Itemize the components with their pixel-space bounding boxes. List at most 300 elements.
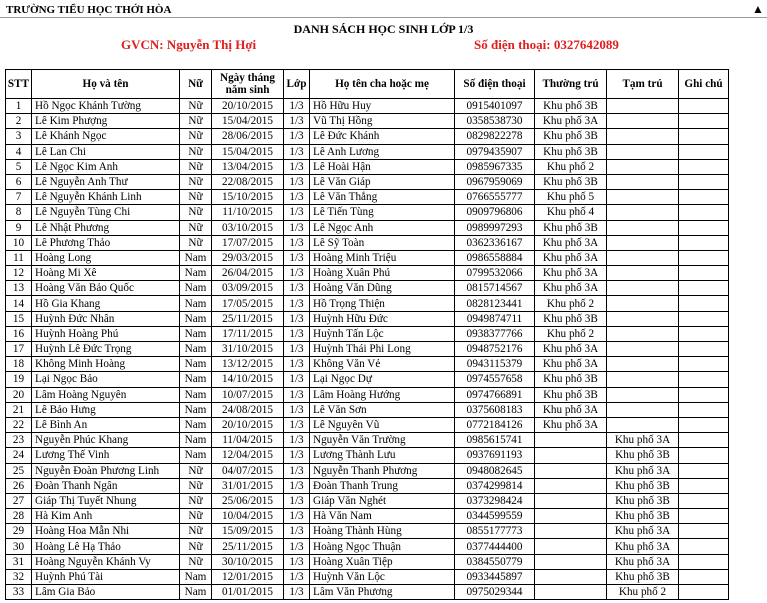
col-phone-cell[interactable]: 0374299814 <box>455 478 535 493</box>
col-parent-name-cell[interactable]: Không Văn Vẻ <box>310 357 455 372</box>
col-parent-name-cell[interactable]: Huỳnh Hữu Đức <box>310 311 455 326</box>
col-temporary-address-cell[interactable] <box>607 235 679 250</box>
col-full-name-cell[interactable]: Hoàng Hoa Mẫn Nhi <box>32 524 180 539</box>
col-class-cell[interactable]: 1/3 <box>284 144 310 159</box>
col-phone-cell[interactable]: 0828123441 <box>455 296 535 311</box>
col-parent-name-cell[interactable]: Huỳnh Thái Phi Long <box>310 342 455 357</box>
col-parent-name-cell[interactable]: Lê Ngọc Anh <box>310 220 455 235</box>
col-temporary-address-cell[interactable]: Khu phố 3B <box>607 448 679 463</box>
col-phone-cell[interactable]: 0985967335 <box>455 159 535 174</box>
col-parent-name-cell[interactable]: Đoàn Thanh Trung <box>310 478 455 493</box>
table-row[interactable] <box>6 205 729 220</box>
col-birth-date-cell[interactable]: 25/06/2015 <box>212 493 284 508</box>
col-notes-cell[interactable] <box>679 342 729 357</box>
table-row[interactable] <box>6 281 729 296</box>
col-class-cell[interactable]: 1/3 <box>284 190 310 205</box>
col-permanent-address-cell[interactable] <box>535 539 607 554</box>
table-row[interactable] <box>6 357 729 372</box>
col-class-cell[interactable]: 1/3 <box>284 478 310 493</box>
col-permanent-address-cell[interactable] <box>535 478 607 493</box>
col-permanent-address-cell[interactable]: Khu phố 3A <box>535 417 607 432</box>
col-temporary-address-cell[interactable]: Khu phố 3B <box>607 493 679 508</box>
col-temporary-address-cell[interactable]: Khu phố 3B <box>607 569 679 584</box>
col-stt-cell[interactable]: 22 <box>6 417 32 432</box>
col-birth-date-cell[interactable]: 03/10/2015 <box>212 220 284 235</box>
col-full-name-cell[interactable]: Lê Lan Chi <box>32 144 180 159</box>
col-phone-cell[interactable]: 0799532066 <box>455 266 535 281</box>
col-full-name-cell[interactable]: Lâm Hoàng Nguyên <box>32 387 180 402</box>
col-parent-name-cell[interactable]: Hoàng Thành Hùng <box>310 524 455 539</box>
col-permanent-address-cell[interactable]: Khu phố 3A <box>535 357 607 372</box>
col-permanent-address-cell[interactable] <box>535 463 607 478</box>
col-class-cell[interactable]: 1/3 <box>284 509 310 524</box>
table-row[interactable] <box>6 569 729 584</box>
table-row[interactable] <box>6 159 729 174</box>
col-birth-date-cell[interactable]: 10/07/2015 <box>212 387 284 402</box>
col-phone-cell[interactable]: 0948752176 <box>455 342 535 357</box>
col-class-cell[interactable]: 1/3 <box>284 357 310 372</box>
col-class-cell[interactable]: 1/3 <box>284 311 310 326</box>
table-row[interactable] <box>6 524 729 539</box>
col-class-cell[interactable]: 1/3 <box>284 569 310 584</box>
col-parent-name-cell[interactable]: Hồ Hữu Huy <box>310 99 455 114</box>
col-parent-name-cell[interactable]: Hoàng Xuân Tiệp <box>310 554 455 569</box>
col-parent-name-cell[interactable]: Lê Hoài Hận <box>310 159 455 174</box>
col-birth-date-cell[interactable]: 17/11/2015 <box>212 326 284 341</box>
col-stt-cell[interactable]: 11 <box>6 250 32 265</box>
col-class-cell[interactable]: 1/3 <box>284 402 310 417</box>
col-temporary-address-cell[interactable] <box>607 190 679 205</box>
col-stt-cell[interactable]: 16 <box>6 326 32 341</box>
col-full-name-cell[interactable]: Hà Kim Anh <box>32 509 180 524</box>
table-row[interactable] <box>6 402 729 417</box>
col-female-cell[interactable]: Nam <box>180 311 212 326</box>
col-phone-cell[interactable]: 0855177773 <box>455 524 535 539</box>
col-full-name-cell[interactable]: Lâm Gia Bảo <box>32 585 180 600</box>
col-class-cell[interactable]: 1/3 <box>284 99 310 114</box>
col-temporary-address-cell[interactable] <box>607 266 679 281</box>
col-permanent-address-cell[interactable]: Khu phố 5 <box>535 190 607 205</box>
col-temporary-address-cell[interactable] <box>607 387 679 402</box>
col-stt-cell[interactable]: 18 <box>6 357 32 372</box>
col-full-name-cell[interactable]: Nguyễn Đoàn Phương Linh <box>32 463 180 478</box>
col-permanent-address-cell[interactable] <box>535 448 607 463</box>
col-temporary-address-cell[interactable] <box>607 326 679 341</box>
col-notes-cell[interactable] <box>679 357 729 372</box>
col-full-name-cell[interactable]: Nguyễn Phúc Khang <box>32 433 180 448</box>
col-notes-cell[interactable] <box>679 311 729 326</box>
col-full-name-cell[interactable]: Hoàng Nguyễn Khánh Vy <box>32 554 180 569</box>
col-full-name-cell[interactable]: Lương Thế Vinh <box>32 448 180 463</box>
col-birth-date-cell[interactable]: 17/07/2015 <box>212 235 284 250</box>
table-row[interactable] <box>6 144 729 159</box>
col-temporary-address-cell[interactable]: Khu phố 3B <box>607 509 679 524</box>
col-stt-cell[interactable]: 15 <box>6 311 32 326</box>
table-row[interactable] <box>6 585 729 600</box>
col-permanent-address-cell[interactable]: Khu phố 3A <box>535 342 607 357</box>
col-birth-date-cell[interactable]: 20/10/2015 <box>212 99 284 114</box>
col-phone-cell[interactable]: 0949874711 <box>455 311 535 326</box>
col-permanent-address-cell[interactable]: Khu phố 3A <box>535 266 607 281</box>
col-female-cell[interactable]: Nam <box>180 326 212 341</box>
col-birth-date-cell[interactable]: 10/04/2015 <box>212 509 284 524</box>
col-female-cell[interactable]: Nữ <box>180 478 212 493</box>
col-permanent-address-cell[interactable]: Khu phố 2 <box>535 159 607 174</box>
col-notes-cell[interactable] <box>679 159 729 174</box>
col-notes-cell[interactable] <box>679 205 729 220</box>
col-parent-name-cell[interactable]: Vũ Thị Hồng <box>310 114 455 129</box>
table-row[interactable] <box>6 129 729 144</box>
col-female-cell[interactable]: Nam <box>180 372 212 387</box>
col-temporary-address-cell[interactable] <box>607 99 679 114</box>
col-full-name-cell[interactable]: Đoàn Thanh Ngân <box>32 478 180 493</box>
col-phone-cell[interactable]: 0974557658 <box>455 372 535 387</box>
col-notes-cell[interactable] <box>679 478 729 493</box>
col-phone-cell[interactable]: 0375608183 <box>455 402 535 417</box>
col-stt-cell[interactable]: 27 <box>6 493 32 508</box>
col-full-name-cell[interactable]: Lê Khánh Ngọc <box>32 129 180 144</box>
col-female-cell[interactable]: Nữ <box>180 114 212 129</box>
col-birth-date-cell[interactable]: 15/04/2015 <box>212 114 284 129</box>
col-birth-date-cell[interactable]: 28/06/2015 <box>212 129 284 144</box>
col-female-cell[interactable]: Nam <box>180 448 212 463</box>
col-temporary-address-cell[interactable]: Khu phố 3A <box>607 524 679 539</box>
col-full-name-cell[interactable]: Lê Nguyễn Tùng Chi <box>32 205 180 220</box>
col-female-cell[interactable]: Nữ <box>180 554 212 569</box>
col-stt-cell[interactable]: 24 <box>6 448 32 463</box>
col-birth-date-cell[interactable]: 17/05/2015 <box>212 296 284 311</box>
table-row[interactable] <box>6 296 729 311</box>
col-female-cell[interactable]: Nam <box>180 433 212 448</box>
col-temporary-address-cell[interactable] <box>607 129 679 144</box>
col-notes-cell[interactable] <box>679 174 729 189</box>
col-stt-cell[interactable]: 21 <box>6 402 32 417</box>
col-female-cell[interactable]: Nam <box>180 266 212 281</box>
col-stt-cell[interactable]: 19 <box>6 372 32 387</box>
col-female-cell[interactable]: Nam <box>180 250 212 265</box>
col-stt-cell[interactable]: 3 <box>6 129 32 144</box>
col-class-cell[interactable]: 1/3 <box>284 250 310 265</box>
col-stt-cell[interactable]: 8 <box>6 205 32 220</box>
col-female-cell[interactable]: Nữ <box>180 235 212 250</box>
col-full-name-cell[interactable]: Lê Nguyễn Khánh Linh <box>32 190 180 205</box>
col-notes-cell[interactable] <box>679 220 729 235</box>
table-row[interactable] <box>6 311 729 326</box>
col-parent-name-cell[interactable]: Lê Văn Giáp <box>310 174 455 189</box>
col-parent-name-cell[interactable]: Hà Văn Nam <box>310 509 455 524</box>
col-phone-cell[interactable]: 0974766891 <box>455 387 535 402</box>
col-stt-cell[interactable]: 17 <box>6 342 32 357</box>
col-temporary-address-cell[interactable]: Khu phố 2 <box>607 585 679 600</box>
col-permanent-address-cell[interactable]: Khu phố 3A <box>535 281 607 296</box>
col-notes-cell[interactable] <box>679 250 729 265</box>
table-row[interactable] <box>6 372 729 387</box>
col-full-name-cell[interactable]: Lê Nguyễn Anh Thư <box>32 174 180 189</box>
col-female-cell[interactable]: Nữ <box>180 509 212 524</box>
col-full-name-cell[interactable]: Giáp Thị Tuyết Nhung <box>32 493 180 508</box>
col-female-cell[interactable]: Nữ <box>180 99 212 114</box>
col-class-cell[interactable]: 1/3 <box>284 235 310 250</box>
col-birth-date-cell[interactable]: 25/11/2015 <box>212 311 284 326</box>
col-full-name-cell[interactable]: Hồ Ngọc Khánh Tường <box>32 99 180 114</box>
col-birth-date-cell[interactable]: 22/08/2015 <box>212 174 284 189</box>
col-full-name-cell[interactable]: Huỳnh Phú Tài <box>32 569 180 584</box>
col-permanent-address-cell[interactable] <box>535 433 607 448</box>
table-row[interactable] <box>6 509 729 524</box>
col-female-cell[interactable]: Nam <box>180 342 212 357</box>
col-phone-cell[interactable]: 0933445897 <box>455 569 535 584</box>
col-female-cell[interactable]: Nữ <box>180 190 212 205</box>
table-row[interactable] <box>6 463 729 478</box>
col-stt-cell[interactable]: 12 <box>6 266 32 281</box>
col-phone-cell[interactable]: 0344599559 <box>455 509 535 524</box>
col-birth-date-cell[interactable]: 31/01/2015 <box>212 478 284 493</box>
col-permanent-address-cell[interactable]: Khu phố 3B <box>535 174 607 189</box>
col-female-cell[interactable]: Nữ <box>180 205 212 220</box>
col-permanent-address-cell[interactable] <box>535 585 607 600</box>
col-permanent-address-cell[interactable]: Khu phố 3B <box>535 220 607 235</box>
col-female-cell[interactable]: Nam <box>180 296 212 311</box>
col-full-name-cell[interactable]: Lê Bình An <box>32 417 180 432</box>
col-birth-date-cell[interactable]: 15/04/2015 <box>212 144 284 159</box>
table-row[interactable] <box>6 433 729 448</box>
table-row[interactable] <box>6 190 729 205</box>
col-parent-name-cell[interactable]: Huỳnh Văn Lộc <box>310 569 455 584</box>
col-class-cell[interactable]: 1/3 <box>284 463 310 478</box>
col-notes-cell[interactable] <box>679 144 729 159</box>
col-birth-date-cell[interactable]: 30/10/2015 <box>212 554 284 569</box>
col-phone-cell[interactable]: 0943115379 <box>455 357 535 372</box>
col-parent-name-cell[interactable]: Nguyễn Văn Trường <box>310 433 455 448</box>
col-parent-name-cell[interactable]: Nguyễn Thanh Phương <box>310 463 455 478</box>
col-female-cell[interactable]: Nữ <box>180 493 212 508</box>
col-stt-cell[interactable]: 2 <box>6 114 32 129</box>
col-stt-cell[interactable]: 28 <box>6 509 32 524</box>
col-permanent-address-cell[interactable]: Khu phố 2 <box>535 296 607 311</box>
col-stt-cell[interactable]: 31 <box>6 554 32 569</box>
col-class-cell[interactable]: 1/3 <box>284 326 310 341</box>
col-full-name-cell[interactable]: Hoàng Mi Xê <box>32 266 180 281</box>
col-temporary-address-cell[interactable]: Khu phố 3B <box>607 478 679 493</box>
col-permanent-address-cell[interactable]: Khu phố 4 <box>535 205 607 220</box>
col-birth-date-cell[interactable]: 12/04/2015 <box>212 448 284 463</box>
col-full-name-cell[interactable]: Không Minh Hoàng <box>32 357 180 372</box>
col-permanent-address-cell[interactable]: Khu phố 3B <box>535 311 607 326</box>
col-class-cell[interactable]: 1/3 <box>284 585 310 600</box>
col-class-cell[interactable]: 1/3 <box>284 524 310 539</box>
col-temporary-address-cell[interactable] <box>607 205 679 220</box>
col-permanent-address-cell[interactable]: Khu phố 3B <box>535 387 607 402</box>
col-phone-cell[interactable]: 0377444400 <box>455 539 535 554</box>
col-parent-name-cell[interactable]: Lê Văn Sơn <box>310 402 455 417</box>
col-permanent-address-cell[interactable]: Khu phố 3A <box>535 250 607 265</box>
col-temporary-address-cell[interactable] <box>607 296 679 311</box>
col-permanent-address-cell[interactable] <box>535 493 607 508</box>
col-parent-name-cell[interactable]: Hoàng Văn Dũng <box>310 281 455 296</box>
table-row[interactable] <box>6 342 729 357</box>
col-notes-cell[interactable] <box>679 114 729 129</box>
col-parent-name-cell[interactable]: Hoàng Xuân Phú <box>310 266 455 281</box>
col-female-cell[interactable]: Nam <box>180 417 212 432</box>
col-stt-cell[interactable]: 7 <box>6 190 32 205</box>
col-female-cell[interactable]: Nữ <box>180 220 212 235</box>
col-class-cell[interactable]: 1/3 <box>284 174 310 189</box>
col-class-cell[interactable]: 1/3 <box>284 159 310 174</box>
col-full-name-cell[interactable]: Lê Nhật Phương <box>32 220 180 235</box>
col-notes-cell[interactable] <box>679 387 729 402</box>
table-row[interactable] <box>6 250 729 265</box>
col-female-cell[interactable]: Nữ <box>180 524 212 539</box>
col-parent-name-cell[interactable]: Giáp Văn Nghét <box>310 493 455 508</box>
col-female-cell[interactable]: Nam <box>180 402 212 417</box>
col-phone-cell[interactable]: 0989997293 <box>455 220 535 235</box>
col-class-cell[interactable]: 1/3 <box>284 296 310 311</box>
col-permanent-address-cell[interactable]: Khu phố 3B <box>535 129 607 144</box>
col-birth-date-cell[interactable]: 13/12/2015 <box>212 357 284 372</box>
table-row[interactable] <box>6 326 729 341</box>
col-female-cell[interactable]: Nam <box>180 387 212 402</box>
col-parent-name-cell[interactable]: Hoàng Ngọc Thuận <box>310 539 455 554</box>
col-temporary-address-cell[interactable]: Khu phố 3A <box>607 554 679 569</box>
col-class-cell[interactable]: 1/3 <box>284 493 310 508</box>
col-notes-cell[interactable] <box>679 585 729 600</box>
col-temporary-address-cell[interactable] <box>607 357 679 372</box>
table-row[interactable] <box>6 478 729 493</box>
col-birth-date-cell[interactable]: 03/09/2015 <box>212 281 284 296</box>
col-parent-name-cell[interactable]: Huỳnh Tấn Lộc <box>310 326 455 341</box>
col-phone-cell[interactable]: 0986558884 <box>455 250 535 265</box>
col-permanent-address-cell[interactable]: Khu phố 3B <box>535 144 607 159</box>
col-stt-cell[interactable]: 23 <box>6 433 32 448</box>
col-female-cell[interactable]: Nữ <box>180 174 212 189</box>
col-stt-cell[interactable]: 9 <box>6 220 32 235</box>
table-row[interactable] <box>6 493 729 508</box>
col-class-cell[interactable]: 1/3 <box>284 448 310 463</box>
col-parent-name-cell[interactable]: Lê Sỹ Toàn <box>310 235 455 250</box>
col-notes-cell[interactable] <box>679 433 729 448</box>
col-phone-cell[interactable]: 0829822278 <box>455 129 535 144</box>
col-permanent-address-cell[interactable] <box>535 509 607 524</box>
col-parent-name-cell[interactable]: Lại Ngọc Dự <box>310 372 455 387</box>
col-female-cell[interactable]: Nữ <box>180 463 212 478</box>
col-parent-name-cell[interactable]: Lâm Văn Phương <box>310 585 455 600</box>
col-stt-cell[interactable]: 25 <box>6 463 32 478</box>
col-phone-cell[interactable]: 0384550779 <box>455 554 535 569</box>
col-notes-cell[interactable] <box>679 129 729 144</box>
col-birth-date-cell[interactable]: 20/10/2015 <box>212 417 284 432</box>
col-stt-cell[interactable]: 29 <box>6 524 32 539</box>
col-notes-cell[interactable] <box>679 493 729 508</box>
col-birth-date-cell[interactable]: 11/10/2015 <box>212 205 284 220</box>
col-phone-cell[interactable]: 0909796806 <box>455 205 535 220</box>
col-permanent-address-cell[interactable]: Khu phố 3A <box>535 235 607 250</box>
col-temporary-address-cell[interactable] <box>607 281 679 296</box>
col-notes-cell[interactable] <box>679 296 729 311</box>
col-permanent-address-cell[interactable]: Khu phố 3B <box>535 99 607 114</box>
col-notes-cell[interactable] <box>679 190 729 205</box>
table-row[interactable] <box>6 99 729 114</box>
table-row[interactable] <box>6 387 729 402</box>
col-full-name-cell[interactable]: Lê Bảo Hưng <box>32 402 180 417</box>
col-notes-cell[interactable] <box>679 463 729 478</box>
col-notes-cell[interactable] <box>679 266 729 281</box>
col-notes-cell[interactable] <box>679 539 729 554</box>
col-birth-date-cell[interactable]: 25/11/2015 <box>212 539 284 554</box>
col-parent-name-cell[interactable]: Lâm Hoàng Hướng <box>310 387 455 402</box>
col-full-name-cell[interactable]: Hồ Gia Khang <box>32 296 180 311</box>
col-permanent-address-cell[interactable]: Khu phố 2 <box>535 326 607 341</box>
col-parent-name-cell[interactable]: Lê Đức Khánh <box>310 129 455 144</box>
col-birth-date-cell[interactable]: 31/10/2015 <box>212 342 284 357</box>
col-class-cell[interactable]: 1/3 <box>284 342 310 357</box>
col-class-cell[interactable]: 1/3 <box>284 539 310 554</box>
col-notes-cell[interactable] <box>679 99 729 114</box>
col-stt-cell[interactable]: 14 <box>6 296 32 311</box>
table-row[interactable] <box>6 266 729 281</box>
col-parent-name-cell[interactable]: Lê Tiến Tùng <box>310 205 455 220</box>
col-birth-date-cell[interactable]: 11/04/2015 <box>212 433 284 448</box>
col-notes-cell[interactable] <box>679 448 729 463</box>
col-full-name-cell[interactable]: Lê Ngọc Kim Anh <box>32 159 180 174</box>
col-permanent-address-cell[interactable] <box>535 524 607 539</box>
table-row[interactable] <box>6 220 729 235</box>
col-temporary-address-cell[interactable] <box>607 250 679 265</box>
col-temporary-address-cell[interactable] <box>607 342 679 357</box>
col-notes-cell[interactable] <box>679 417 729 432</box>
col-temporary-address-cell[interactable]: Khu phố 3A <box>607 463 679 478</box>
col-phone-cell[interactable]: 0979435907 <box>455 144 535 159</box>
col-class-cell[interactable]: 1/3 <box>284 417 310 432</box>
col-parent-name-cell[interactable]: Hoàng Minh Triệu <box>310 250 455 265</box>
col-phone-cell[interactable]: 0985615741 <box>455 433 535 448</box>
col-female-cell[interactable]: Nữ <box>180 159 212 174</box>
col-stt-cell[interactable]: 33 <box>6 585 32 600</box>
col-full-name-cell[interactable]: Hoàng Long <box>32 250 180 265</box>
col-female-cell[interactable]: Nữ <box>180 129 212 144</box>
table-row[interactable] <box>6 174 729 189</box>
col-temporary-address-cell[interactable] <box>607 174 679 189</box>
col-class-cell[interactable]: 1/3 <box>284 129 310 144</box>
col-parent-name-cell[interactable]: Hồ Trọng Thiện <box>310 296 455 311</box>
table-row[interactable] <box>6 448 729 463</box>
col-full-name-cell[interactable]: Hoàng Lê Hạ Thảo <box>32 539 180 554</box>
col-stt-cell[interactable]: 10 <box>6 235 32 250</box>
col-notes-cell[interactable] <box>679 372 729 387</box>
col-phone-cell[interactable]: 0967959069 <box>455 174 535 189</box>
col-birth-date-cell[interactable]: 14/10/2015 <box>212 372 284 387</box>
col-stt-cell[interactable]: 6 <box>6 174 32 189</box>
col-stt-cell[interactable]: 20 <box>6 387 32 402</box>
col-notes-cell[interactable] <box>679 281 729 296</box>
col-birth-date-cell[interactable]: 12/01/2015 <box>212 569 284 584</box>
col-birth-date-cell[interactable]: 29/03/2015 <box>212 250 284 265</box>
col-class-cell[interactable]: 1/3 <box>284 372 310 387</box>
col-parent-name-cell[interactable]: Lê Văn Thắng <box>310 190 455 205</box>
col-birth-date-cell[interactable]: 24/08/2015 <box>212 402 284 417</box>
col-full-name-cell[interactable]: Lại Ngọc Bảo <box>32 372 180 387</box>
col-notes-cell[interactable] <box>679 402 729 417</box>
col-female-cell[interactable]: Nam <box>180 357 212 372</box>
table-row[interactable] <box>6 114 729 129</box>
scroll-up-arrow-icon[interactable]: ▲ <box>752 2 764 16</box>
table-row[interactable] <box>6 554 729 569</box>
col-birth-date-cell[interactable]: 15/09/2015 <box>212 524 284 539</box>
col-female-cell[interactable]: Nam <box>180 569 212 584</box>
col-temporary-address-cell[interactable] <box>607 311 679 326</box>
col-stt-cell[interactable]: 5 <box>6 159 32 174</box>
col-phone-cell[interactable]: 0815714567 <box>455 281 535 296</box>
col-class-cell[interactable]: 1/3 <box>284 220 310 235</box>
